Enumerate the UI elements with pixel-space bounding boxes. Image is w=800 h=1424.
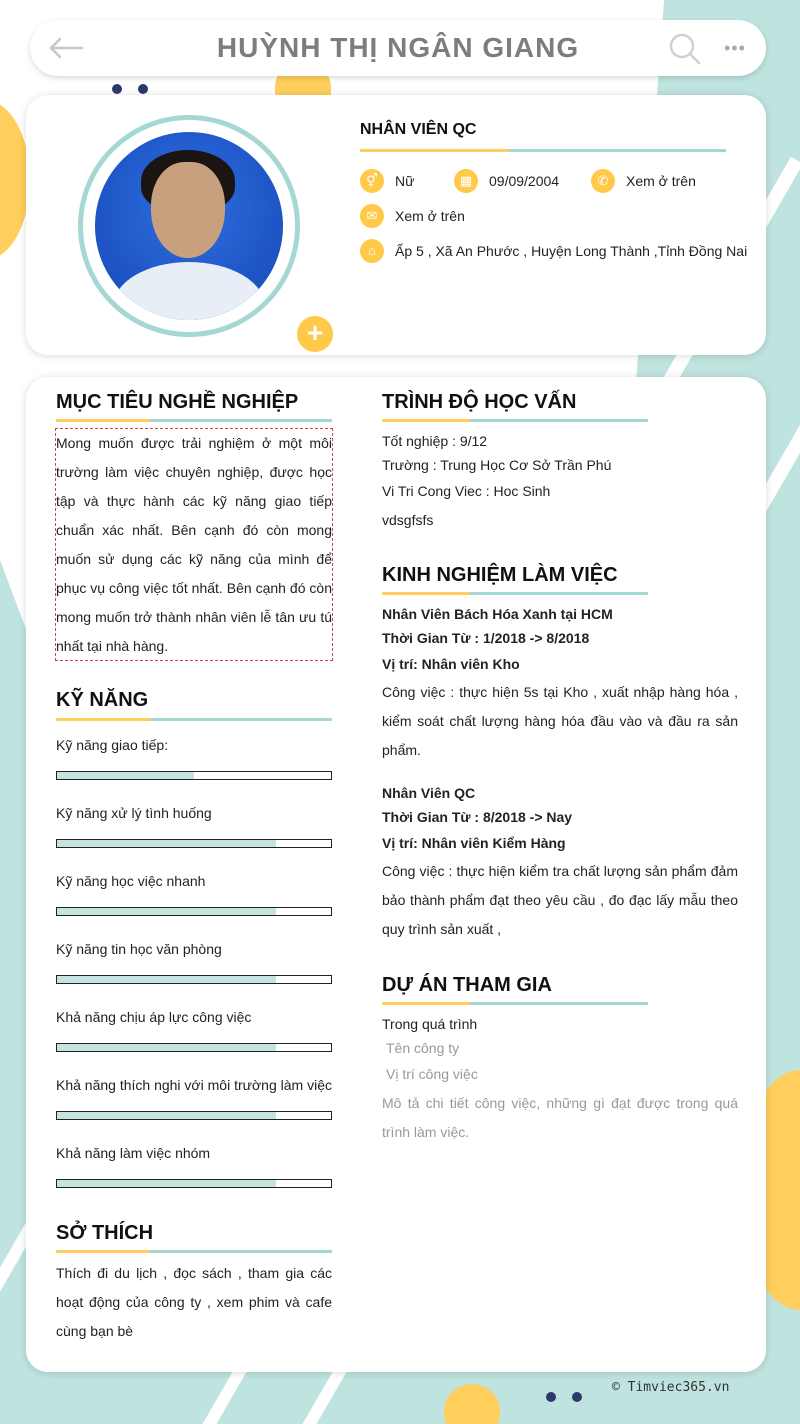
skill-label: Kỹ năng xử lý tình huống <box>56 805 212 821</box>
job-1-description: Công việc : thực hiện 5s tại Kho , xuất nhập hàng hóa , kiểm soát chất lượng hàng hóa đầu vào và đầu ra sản phẩm. <box>382 684 738 758</box>
hobbies-text: Thích đi du lịch , đọc sách , tham gia các hoạt động của công ty , xem phim và cafe cùng bạn bè <box>56 1265 332 1339</box>
job-1-company: Nhân Viên Bách Hóa Xanh tại HCM <box>382 606 613 622</box>
objective-underline <box>56 419 332 422</box>
job-2-company: Nhân Viên QC <box>382 785 476 801</box>
skill-bar <box>56 839 332 848</box>
birthday-value: 09/09/2004 <box>489 173 560 189</box>
birthday-row <box>454 169 559 193</box>
top-bar <box>30 20 766 76</box>
objective-title: MỤC TIÊU NGHỀ NGHIỆP <box>56 391 299 413</box>
more-icon[interactable]: ••• <box>724 38 746 58</box>
projects-title: DỰ ÁN THAM GIA <box>382 974 552 996</box>
project-position-placeholder[interactable]: Vị trí công việc <box>386 1066 478 1082</box>
job-title-underline <box>360 149 726 152</box>
skill-bar <box>56 771 332 780</box>
avatar-frame <box>78 115 324 348</box>
email-icon: ✉ <box>360 204 384 228</box>
education-underline <box>382 419 648 422</box>
education-line-4: vdsgfsfs <box>382 512 434 528</box>
email-value: Xem ở trên <box>395 208 465 224</box>
skill-bar <box>56 1043 332 1052</box>
resume-body-card <box>26 377 766 1372</box>
home-icon: ⌂ <box>360 239 384 263</box>
job-1-position: Vị trí: Nhân viên Kho <box>382 656 520 672</box>
hobbies-underline <box>56 1250 332 1253</box>
search-icon[interactable] <box>668 32 702 66</box>
skill-bar-fill <box>57 1112 276 1119</box>
education-title: TRÌNH ĐỘ HỌC VẤN <box>382 391 577 413</box>
job-1-time: Thời Gian Từ : 1/2018 -> 8/2018 <box>382 630 590 646</box>
phone-value: Xem ở trên <box>626 173 696 189</box>
projects-text: Trong quá trình <box>382 1016 478 1032</box>
skill-bar-fill <box>57 840 276 847</box>
skill-bar-fill <box>57 976 276 983</box>
project-description-placeholder[interactable]: Mô tả chi tiết công việc, những gì đạt được trong quá trình làm việc. <box>382 1095 738 1140</box>
skill-bar-fill <box>57 908 276 915</box>
project-company-placeholder[interactable]: Tên công ty <box>386 1040 460 1056</box>
gender-icon: ⚥ <box>360 169 384 193</box>
skill-label: Khả năng chịu áp lực công việc <box>56 1009 252 1025</box>
education-line-2: Trường : Trung Học Cơ Sở Trần Phú <box>382 457 612 473</box>
experience-underline <box>382 592 648 595</box>
job-2-position: Vị trí: Nhân viên Kiểm Hàng <box>382 835 566 851</box>
avatar <box>95 132 283 320</box>
skills-underline <box>56 718 332 721</box>
skill-bar-fill <box>57 772 194 779</box>
skill-label: Khả năng thích nghi với môi trường làm việc <box>56 1077 332 1093</box>
skill-bar <box>56 907 332 916</box>
job-2-description: Công việc : thực hiện kiểm tra chất lượng sản phẩm đảm bảo thành phẩm đạt theo yêu cầu , đo đạc lấy mẫu theo quy trình sản xuất , <box>382 863 738 937</box>
page-title: HUỲNH THỊ NGÂN GIANG <box>216 32 580 63</box>
calendar-icon: ▦ <box>454 169 478 193</box>
profile-card <box>26 95 766 355</box>
skill-label: Khả năng làm việc nhóm <box>56 1145 211 1161</box>
education-line-3: Vi Tri Cong Viec : Hoc Sinh <box>382 483 551 499</box>
skills-title: KỸ NĂNG <box>56 689 149 711</box>
experience-title: KINH NGHIỆM LÀM VIỆC <box>382 564 618 586</box>
phone-icon: ✆ <box>591 169 615 193</box>
hobbies-title: SỞ THÍCH <box>56 1222 154 1244</box>
job-title: NHÂN VIÊN QC <box>360 121 477 138</box>
address-value: Ấp 5 , Xã An Phước , Huyện Long Thành ,Tỉnh Đồng Nai <box>395 243 748 259</box>
watermark: © Timviec365.vn <box>612 1380 730 1395</box>
job-2-time: Thời Gian Từ : 8/2018 -> Nay <box>382 809 573 825</box>
address-row <box>360 239 747 263</box>
gender-row <box>360 169 414 193</box>
skill-bar-fill <box>57 1044 276 1051</box>
skill-bar <box>56 1179 332 1188</box>
projects-underline <box>382 1002 648 1005</box>
skill-label: Kỹ năng giao tiếp: <box>56 737 169 753</box>
education-line-1: Tốt nghiệp : 9/12 <box>382 433 488 449</box>
skill-label: Kỹ năng học việc nhanh <box>56 873 206 889</box>
skill-label: Kỹ năng tin học văn phòng <box>56 941 222 957</box>
add-photo-button[interactable]: + <box>297 316 333 352</box>
objective-text[interactable]: Mong muốn được trải nghiệm ở một môi trường làm việc chuyên nghiệp, được học tập và thực hành các kỹ năng giao tiếp chuẩn xác nhất. Bên cạnh đó còn mong muốn sử dụng các kỹ năng của mình để phục vụ công việc tốt nhất. Bên cạnh đó còn mong muốn trở thành nhân viên lễ tân ưu tú nhất tại nhà hàng. <box>55 428 333 661</box>
skill-bar <box>56 975 332 984</box>
phone-row <box>591 169 696 193</box>
skill-bar-fill <box>57 1180 276 1187</box>
email-row <box>360 204 465 228</box>
gender-value: Nữ <box>395 173 415 189</box>
skill-bar <box>56 1111 332 1120</box>
